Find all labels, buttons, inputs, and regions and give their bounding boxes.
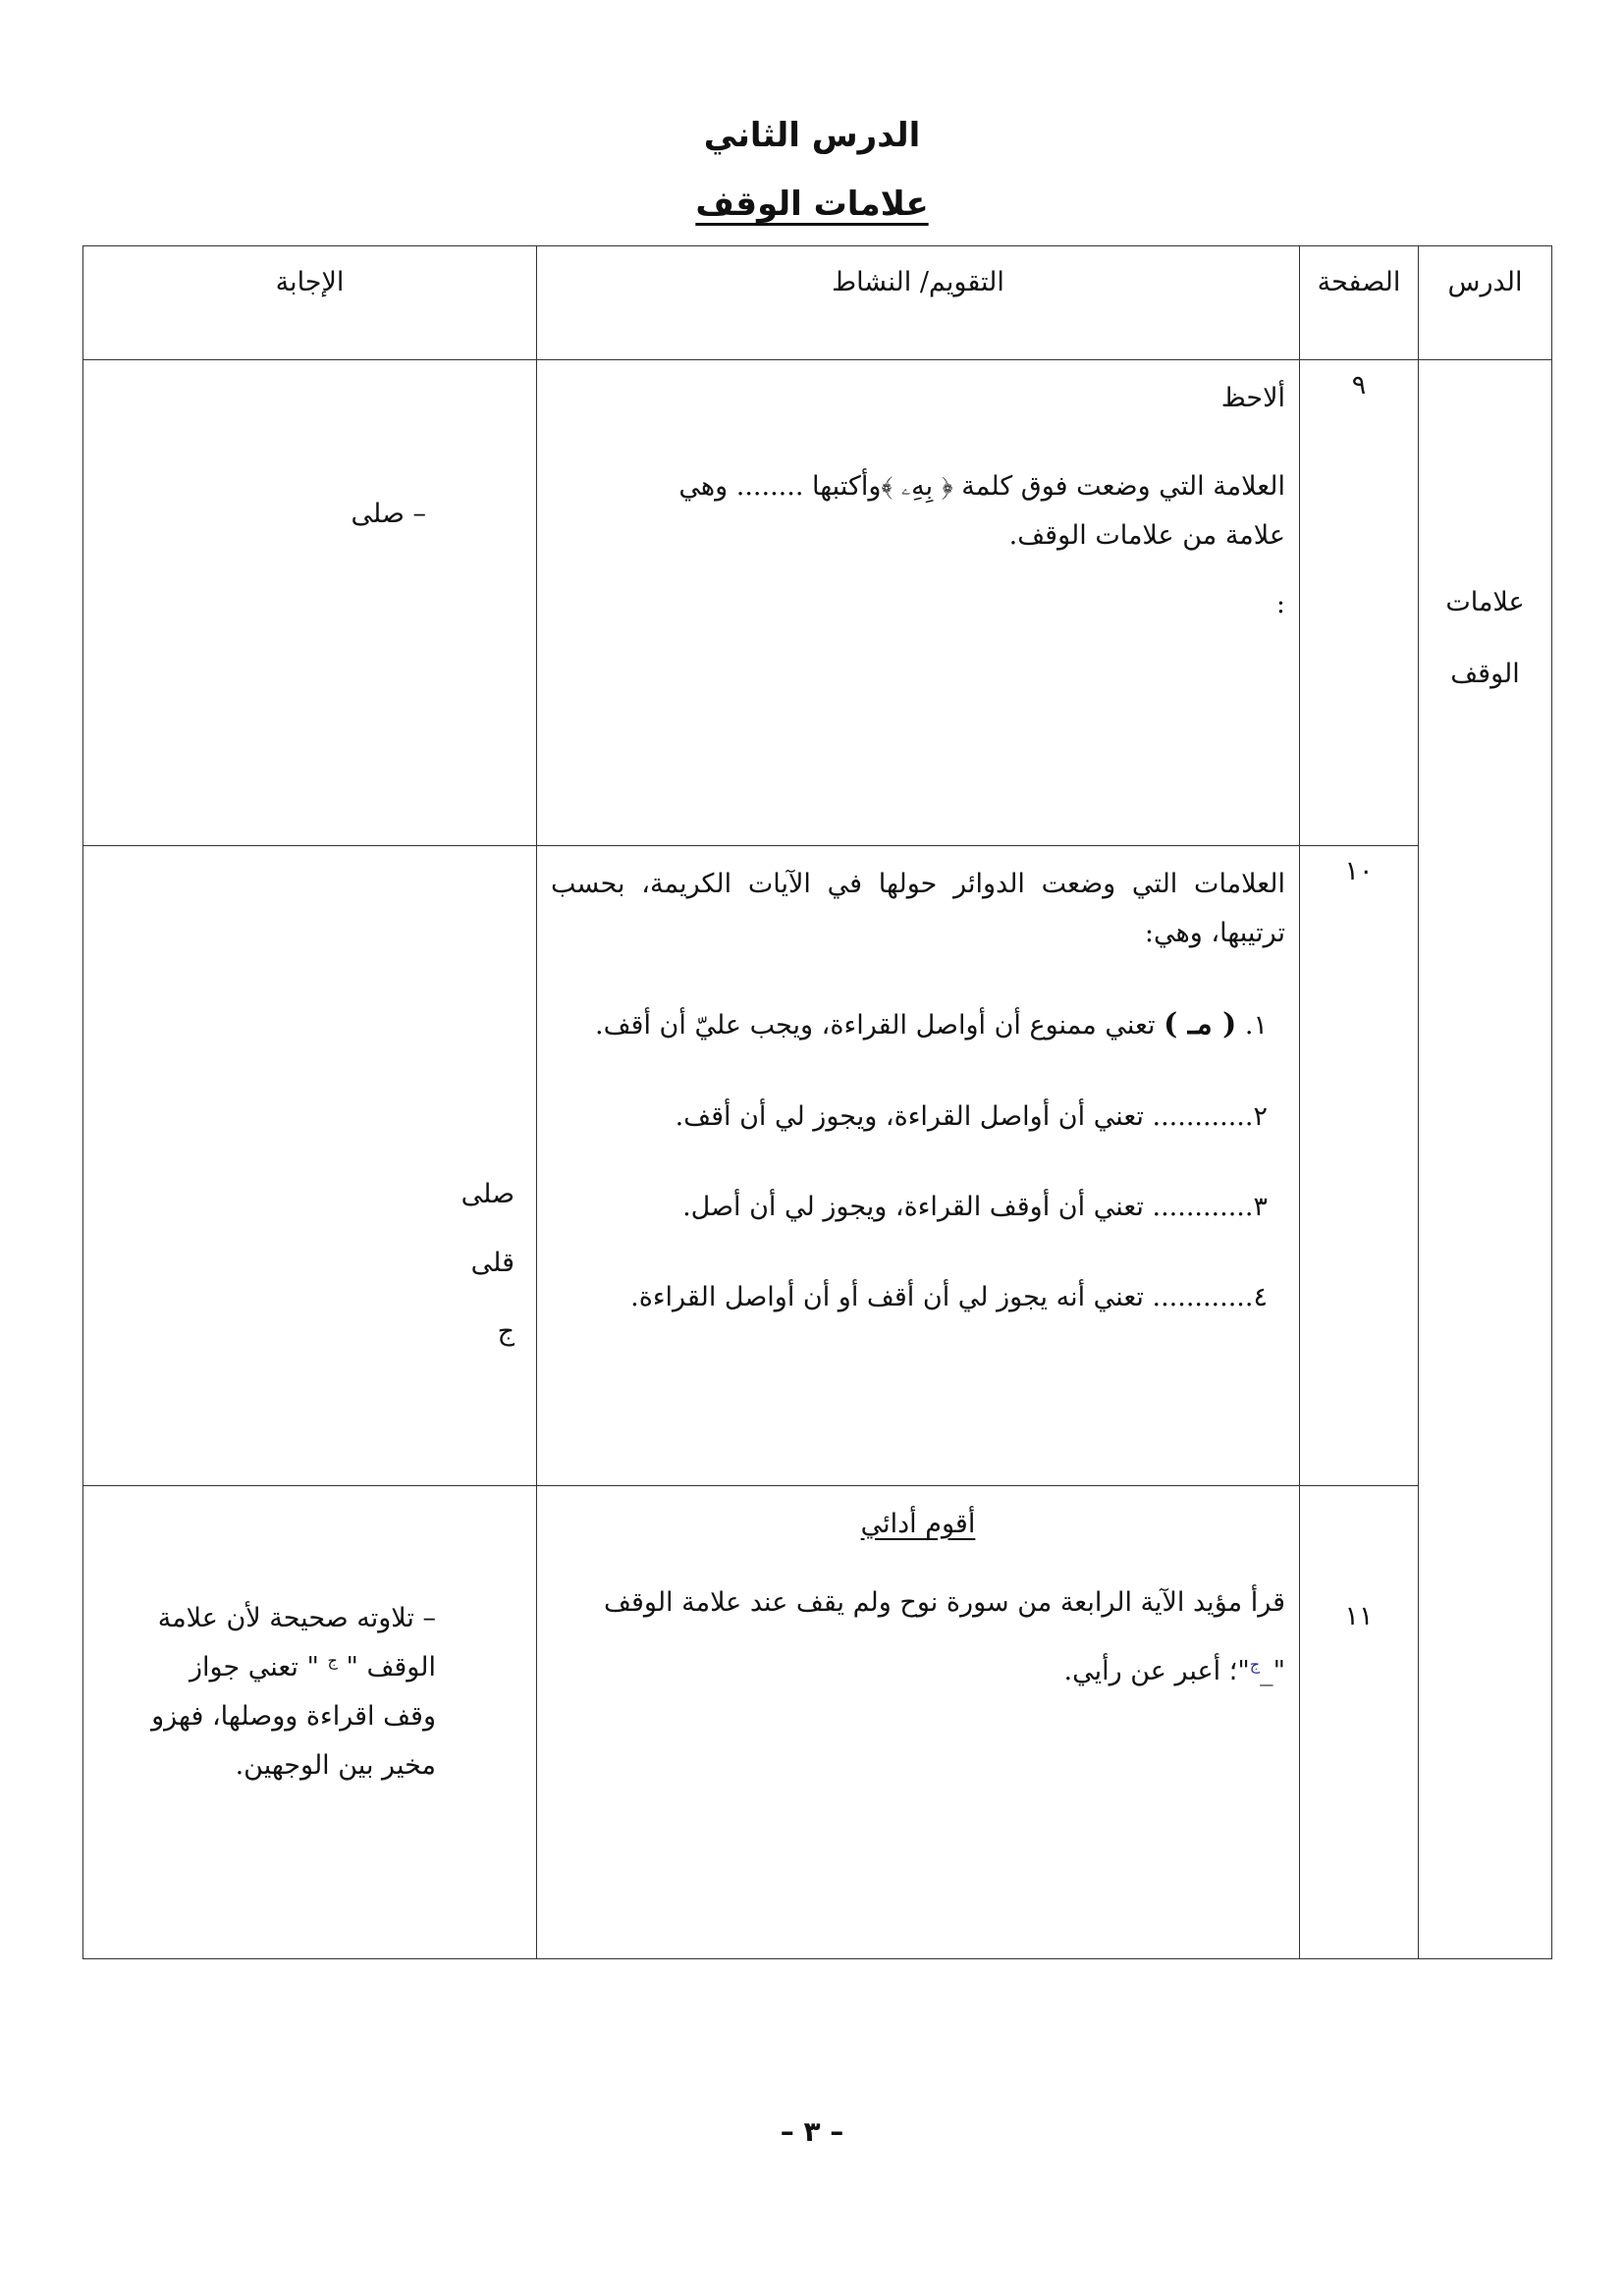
answer-text: مخير بين الوجهين. [235, 1749, 436, 1781]
activity-intro: العلامات التي وضعت الدوائر حولها في الآيات الكريمة، بحسب ترتيبها، وهي: [551, 869, 1285, 948]
lesson-name-cell [1419, 360, 1552, 1959]
answer-cell [83, 360, 537, 846]
list-item: ٤............ تعني أنه يجوز لي أن أقف أو أن أواصل القراءة. [630, 1282, 1268, 1313]
quran-word: ﴿ بِهِۦ ﴾ [881, 470, 953, 502]
activity-cell [537, 846, 1300, 1486]
activity-text: قرأ مؤيد الآية الرابعة من سورة نوح ولم يقف عند علامة الوقف [604, 1586, 1285, 1618]
answer-text: قلى [470, 1248, 514, 1279]
answer-text: وقف اقراءة ووصلها، فهزو [151, 1700, 436, 1732]
stop-mark-icon: ج [327, 1650, 338, 1670]
page-number: ١٠ [1300, 846, 1419, 1486]
stop-mark-icon: ( مـ ) [1164, 1006, 1237, 1041]
activity-heading: أقوم أدائي [860, 1509, 976, 1539]
header-activity: التقويم/ النشاط [537, 246, 1300, 360]
activity-text: ؛ أعبر عن رأيي. [1063, 1655, 1238, 1686]
activity-cell [537, 360, 1300, 846]
table-header-row [83, 246, 1552, 360]
list-item: ٢............ تعني أن أواصل القراءة، ويجوز لي أن أقف. [675, 1101, 1268, 1133]
activity-text: علامة من علامات الوقف. [1008, 519, 1285, 551]
list-item: ٣............ تعني أن أوقف القراءة، ويجوز لي أن أصل. [682, 1192, 1268, 1223]
activity-text: العلامة التي وضعت فوق كلمة [961, 470, 1285, 502]
table-row [83, 1486, 1552, 1959]
activity-text: وأكتبها ........ وهي [678, 470, 882, 502]
header-answer: الإجابة [83, 246, 537, 360]
answer-text: – تلاوته صحيحة لأن علامة [157, 1603, 436, 1633]
activity-cell: أقوم أدائي قرأ مؤيد الآية الرابعة من سورة نوح ولم يقف عند علامة الوقف "_$^ج$"؛ أعبر عن رأيي. [537, 1486, 1300, 1959]
answer-text: – صلى [351, 499, 426, 529]
answer-text: صلى [460, 1179, 514, 1209]
table-row [83, 360, 1552, 846]
lesson-title: الدرس الثاني [703, 116, 921, 155]
page-number: ١١ [1300, 1486, 1419, 1959]
lesson-name-line1: علامات [1445, 587, 1525, 617]
header-lesson: الدرس [1419, 246, 1552, 360]
list-item: ١. ( مـ ) تعني ممنوع أن أواصل القراءة، ويجب عليّ أن أقف. [551, 997, 1285, 1052]
answer-cell [83, 846, 537, 1486]
answer-text: ج [497, 1316, 514, 1348]
table-row [83, 846, 1552, 1486]
answer-text: " تعني جواز [189, 1651, 319, 1682]
lesson-name-line2: الوقف [1450, 658, 1520, 689]
answer-text: الوقف " [346, 1651, 436, 1682]
page-number-footer: – ٣ – [780, 2115, 844, 2148]
activity-heading: ألاحظ [1220, 383, 1285, 413]
page-number: ٩ [1300, 360, 1419, 846]
header-page: الصفحة [1300, 246, 1419, 360]
lesson-table [82, 245, 1552, 1959]
stop-mark-icon: ج [1249, 1654, 1261, 1674]
answer-cell [83, 1486, 537, 1959]
activity-text: : [1275, 588, 1285, 619]
lesson-subtitle: علامات الوقف [695, 185, 929, 224]
